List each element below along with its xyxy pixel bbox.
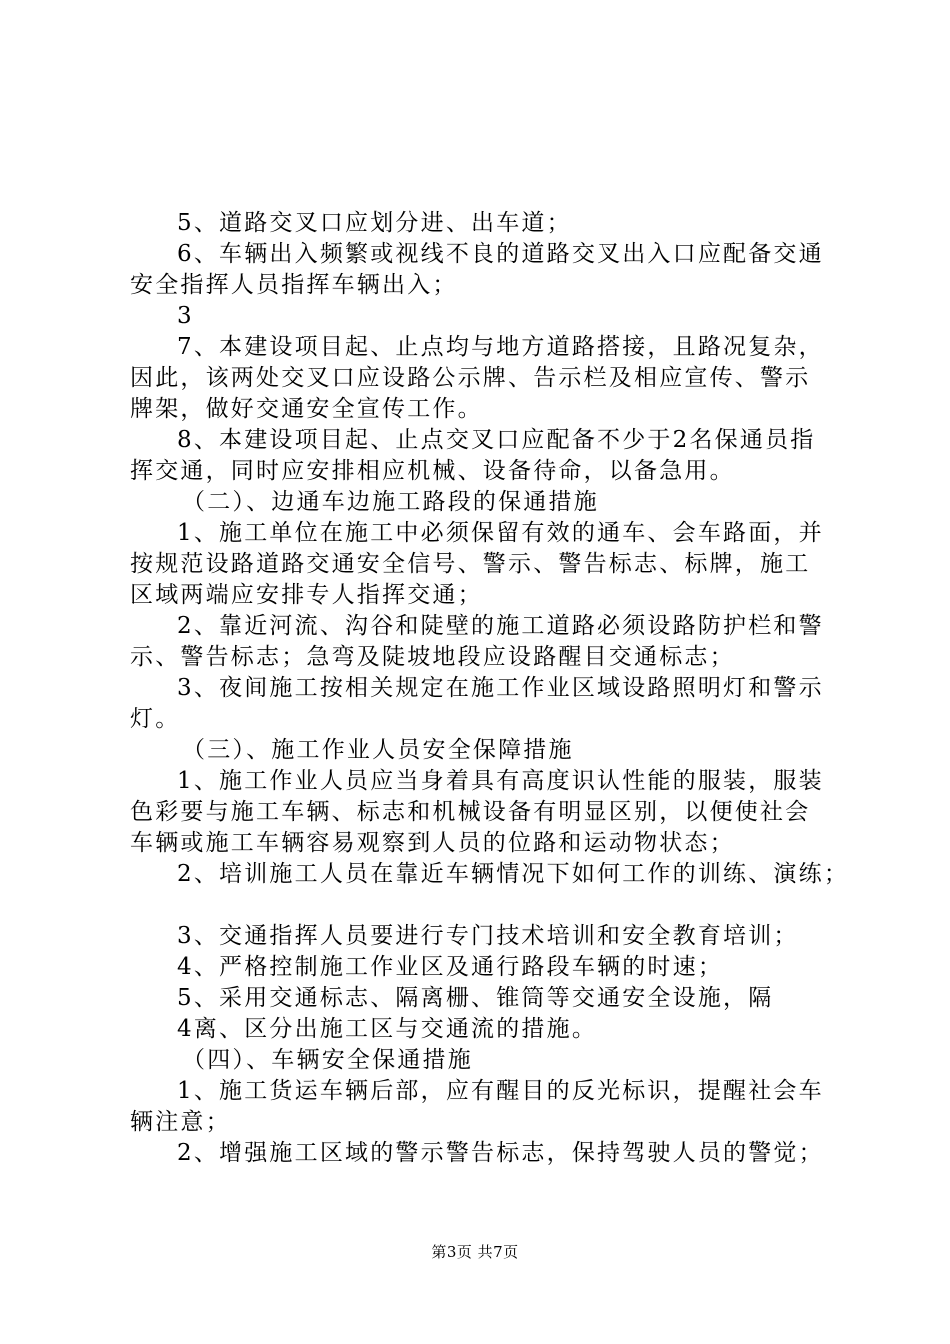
paragraph-line: 挥交通，同时应安排相应机械、设备待命，以备急用。 (130, 458, 735, 484)
paragraph-line: 辆注意； (130, 1109, 231, 1135)
paragraph-line: 因此，该两处交叉口应设路公示牌、告示栏及相应宣传、警示 (130, 365, 811, 391)
paragraph-line: 4、严格控制施工作业区及通行路段车辆的时速； (177, 954, 724, 980)
page-footer: 第3页 共7页 (431, 1243, 519, 1261)
section-heading: （三）、施工作业人员安全保障措施 (182, 737, 574, 763)
paragraph-line: 4离、区分出施工区与交通流的措施。 (177, 1016, 598, 1042)
paragraph-line: 3、交通指挥人员要进行专门技术培训和安全教育培训； (177, 923, 799, 949)
paragraph-line: 6、车辆出入频繁或视线不良的道路交叉出入口应配备交通 (177, 241, 824, 267)
paragraph-line: 5、道路交叉口应划分进、出车道； (177, 210, 572, 236)
paragraph-line: 安全指挥人员指挥车辆出入； (130, 272, 458, 298)
paragraph-line: 牌架，做好交通安全宣传工作。 (130, 396, 483, 422)
paragraph-line: 区域两端应安排专人指挥交通； (130, 582, 483, 608)
paragraph-line: 3、夜间施工按相关规定在施工作业区域设路照明灯和警示 (177, 675, 824, 701)
blank-line (130, 890, 850, 921)
paragraph-line: 灯。 (130, 706, 181, 732)
paragraph-line: 按规范设路道路交通安全信号、警示、警告标志、标牌，施工 (130, 551, 811, 577)
document-body (130, 208, 850, 1169)
section-heading: （四）、车辆安全保通措施 (182, 1047, 473, 1073)
paragraph-line: 2、靠近河流、沟谷和陡壁的施工道路必须设路防护栏和警 (177, 613, 824, 639)
paragraph-line: 2、培训施工人员在靠近车辆情况下如何工作的训练、演练； (177, 861, 850, 887)
paragraph-line: 8、本建设项目起、止点交叉口应配备不少于2名保通员指 (177, 427, 816, 453)
paragraph-line: 1、施工单位在施工中必须保留有效的通车、会车路面，并 (177, 520, 824, 546)
paragraph-line: 车辆或施工车辆容易观察到人员的位路和运动物状态； (130, 830, 735, 856)
page-number-marker: 3 (177, 303, 194, 329)
paragraph-line: 5、采用交通标志、隔离栅、锥筒等交通安全设施，隔 (177, 985, 774, 1011)
paragraph-line: 色彩要与施工车辆、标志和机械设备有明显区别，以便使社会 (130, 799, 811, 825)
paragraph-line: 1、施工货运车辆后部，应有醒目的反光标识，提醒社会车 (177, 1078, 824, 1104)
paragraph-line: 1、施工作业人员应当身着具有高度识认性能的服装，服装 (177, 768, 824, 794)
paragraph-line: 7、本建设项目起、止点均与地方道路搭接，且路况复杂， (177, 334, 824, 360)
section-heading: （二）、边通车边施工路段的保通措施 (182, 489, 599, 515)
paragraph-line: 2、增强施工区域的警示警告标志，保持驾驶人员的警觉； (177, 1140, 824, 1166)
paragraph-line: 示、警告标志；急弯及陡坡地段应设路醒目交通标志； (130, 644, 735, 670)
